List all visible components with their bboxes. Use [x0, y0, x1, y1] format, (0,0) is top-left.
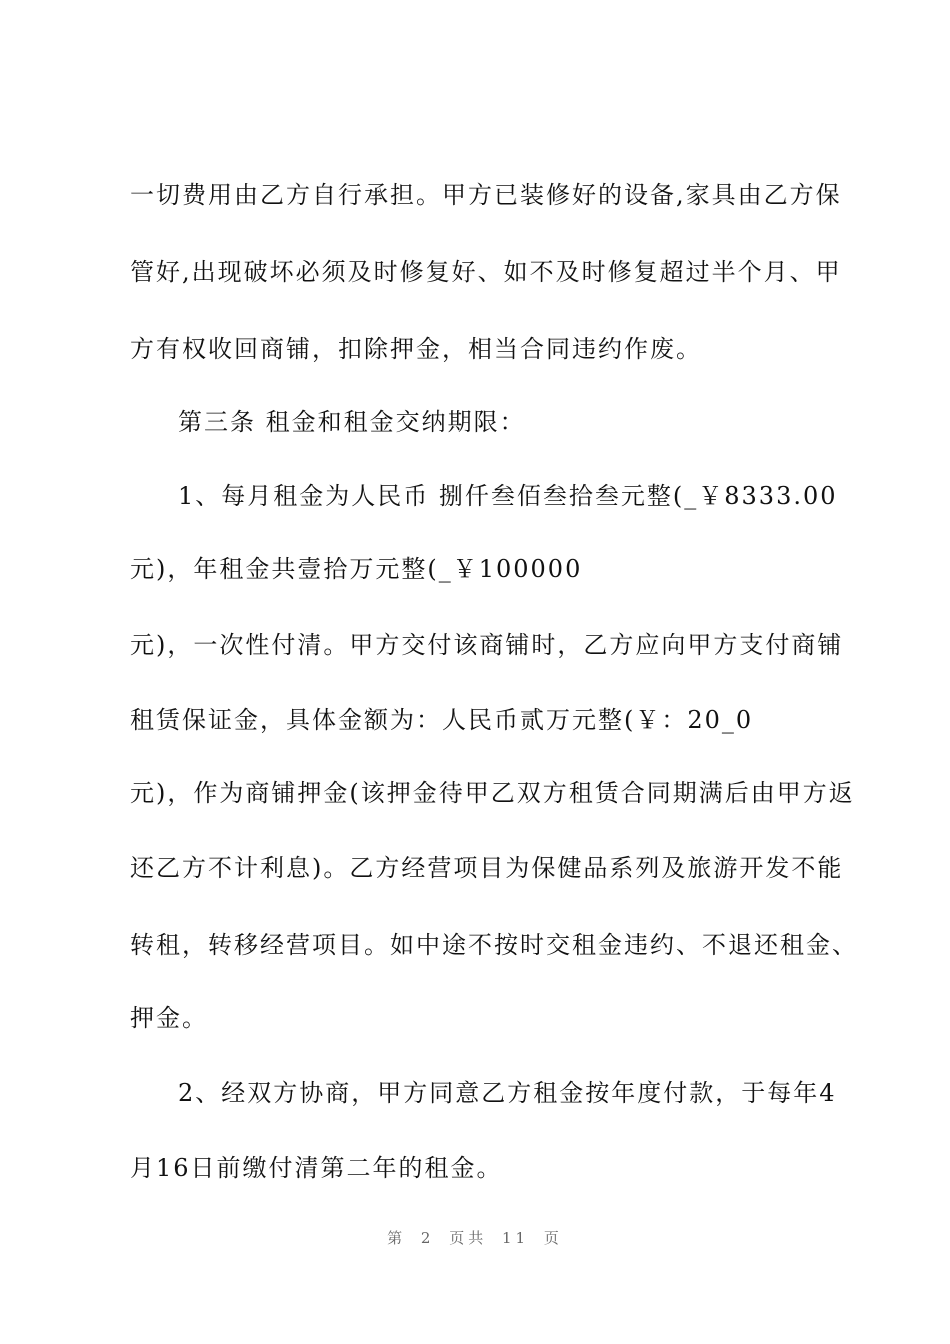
- paragraph-line: 月16日前缴付清第二年的租金。: [130, 1154, 503, 1182]
- paragraph-line: 元)，作为商铺押金(该押金待甲乙双方租赁合同期满后由甲方返: [130, 779, 855, 807]
- paragraph-line: 押金。: [130, 1004, 208, 1032]
- paragraph-line: 元)，年租金共壹拾万元整(_￥100000: [130, 555, 583, 583]
- paragraph-line: 2、经双方协商，甲方同意乙方租金按年度付款，于每年4: [178, 1079, 837, 1107]
- paragraph-line: 租赁保证金，具体金额为：人民币贰万元整(￥：20_0: [130, 706, 754, 734]
- page-number-footer: 第 2 页共 11 页: [387, 1229, 563, 1247]
- paragraph-line: 1、每月租金为人民币 捌仟叁佰叁拾叁元整(_￥8333.00: [178, 482, 838, 510]
- paragraph-line: 元)，一次性付清。甲方交付该商铺时，乙方应向甲方支付商铺: [130, 631, 844, 659]
- paragraph-line: 还乙方不计利息)。乙方经营项目为保健品系列及旅游开发不能: [130, 854, 844, 882]
- paragraph-line: 转租，转移经营项目。如中途不按时交租金违约、不退还租金、: [130, 931, 858, 959]
- paragraph-line: 一切费用由乙方自行承担。甲方已装修好的设备,家具由乙方保: [130, 181, 842, 209]
- section-heading: 第三条 租金和租金交纳期限：: [178, 408, 526, 436]
- paragraph-line: 管好,出现破坏必须及时修复好、如不及时修复超过半个月、甲: [130, 258, 842, 286]
- paragraph-line: 方有权收回商铺，扣除押金，相当合同违约作废。: [130, 335, 702, 363]
